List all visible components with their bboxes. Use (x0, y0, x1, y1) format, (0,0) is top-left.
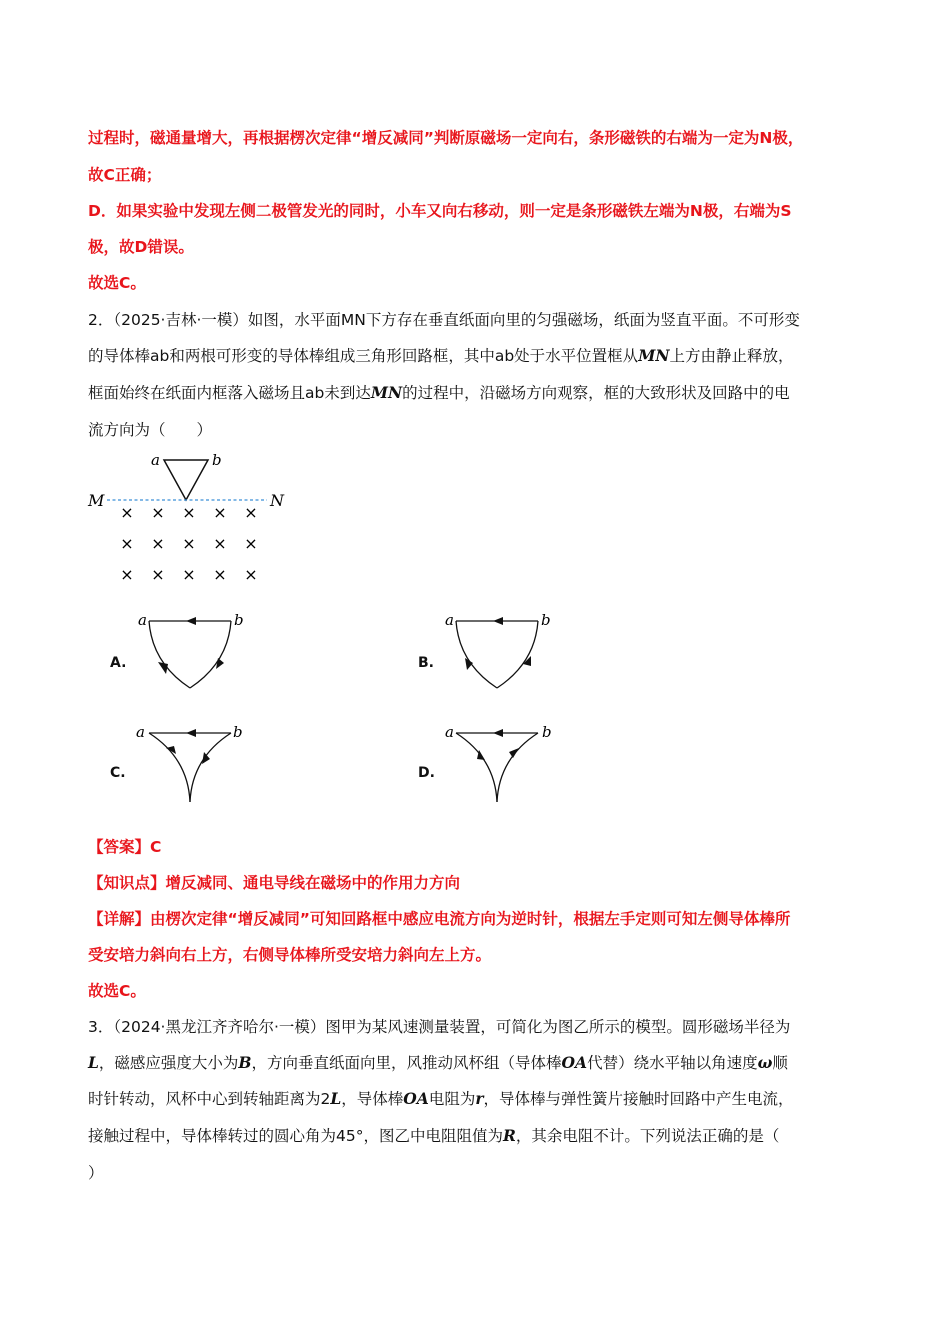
option-label-a: a (138, 611, 147, 629)
explanation-line: 过程时，磁通量增大，再根据楞次定律“增反减同”判断原磁场一定向右，条形磁铁的右端为一定为N极， (88, 129, 804, 147)
question-3-text: 3．（2024·黑龙江齐齐哈尔·一模）图甲为某风速测量装置，可简化为图乙所示的模型。圆形磁场半径为 (88, 1018, 791, 1036)
arrow-icon (202, 752, 210, 764)
field-x-mark: × (182, 534, 196, 553)
option-b-figure[interactable] (437, 608, 557, 698)
field-x-mark: × (244, 565, 258, 584)
option-label-b: b (233, 723, 243, 741)
arrow-icon (158, 662, 168, 674)
right-rod (497, 733, 538, 802)
option-b-label[interactable]: B. (418, 655, 434, 671)
question-3-text: L，磁感应强度大小为B，方向垂直纸面向里，风推动风杯组（导体棒OA代替）绕水平轴以角速度ω顺 (88, 1053, 788, 1072)
field-x-mark: × (151, 534, 165, 553)
arrow-icon (493, 729, 503, 737)
field-x-mark: × (120, 503, 134, 522)
option-label-a: a (445, 611, 454, 629)
left-rod (456, 621, 497, 688)
arrow-icon (186, 729, 196, 737)
detail-explanation: 受安培力斜向右上方，右侧导体棒所受安培力斜向左上方。 (88, 946, 492, 964)
field-x-mark: × (213, 534, 227, 553)
option-a-figure[interactable] (130, 608, 250, 698)
question-3-text: 接触过程中，导体棒转过的圆心角为45°，图乙中电阻阻值为R，其余电阻不计。下列说法正确的是（ (88, 1126, 780, 1145)
field-x-mark: × (244, 503, 258, 522)
right-rod (190, 621, 231, 688)
question-2-text: 流方向为（ ） (88, 421, 213, 439)
right-rod (190, 733, 231, 802)
arrow-icon (509, 748, 519, 758)
answer: 【答案】C (88, 838, 162, 856)
question-3-text: 时针转动，风杯中心到转轴距离为2L，导体棒OA电阻为r，导体棒与弹性簧片接触时回路中产生电流， (88, 1089, 794, 1108)
explanation-line: 故C正确； (88, 166, 162, 184)
label-m: M (88, 491, 105, 510)
arrow-icon (493, 617, 503, 625)
option-a-label[interactable]: A. (110, 655, 127, 671)
knowledge-point: 【知识点】增反减同、通电导线在磁场中的作用力方向 (88, 874, 461, 892)
question-3-text: ） (88, 1164, 104, 1182)
detail-explanation: 【详解】由楞次定律“增反减同”可知回路框中感应电流方向为逆时针，根据左手定则可知左侧导体棒所 (88, 910, 791, 928)
field-x-mark: × (151, 503, 165, 522)
field-x-mark: × (213, 565, 227, 584)
explanation-line: D．如果实验中发现左侧二极管发光的同时，小车又向右移动，则一定是条形磁铁左端为N极，右端为S (88, 202, 792, 220)
question-2-figure (80, 445, 290, 590)
field-x-mark: × (120, 534, 134, 553)
left-rod (456, 733, 497, 802)
right-rod (497, 621, 538, 688)
option-c-figure[interactable] (130, 718, 250, 810)
field-x-mark: × (182, 565, 196, 584)
option-label-b: b (234, 611, 244, 629)
option-label-a: a (445, 723, 454, 741)
question-2-text: 的导体棒ab和两根可形变的导体棒组成三角形回路框，其中ab处于水平位置框从MN上方由静止释放， (88, 346, 794, 365)
field-x-mark: × (120, 565, 134, 584)
magnetic-field-marks (120, 503, 257, 584)
option-c-label[interactable]: C. (110, 765, 126, 781)
option-label-a: a (136, 723, 145, 741)
option-d-label[interactable]: D. (418, 765, 435, 781)
option-d-figure[interactable] (437, 718, 557, 810)
left-rod (149, 621, 190, 688)
triangle-frame (164, 460, 208, 500)
conclusion: 故选C。 (88, 982, 146, 1000)
field-x-mark: × (182, 503, 196, 522)
option-label-b: b (542, 723, 552, 741)
label-b: b (212, 451, 222, 469)
option-label-b: b (541, 611, 551, 629)
left-rod (149, 733, 190, 802)
field-x-mark: × (213, 503, 227, 522)
question-2-text: 2．（2025·吉林·一模）如图，水平面MN下方存在垂直纸面向里的匀强磁场，纸面为竖直平面。不可形变 (88, 311, 800, 329)
label-a: a (151, 451, 160, 469)
arrow-icon (186, 617, 196, 625)
explanation-line: 极，故D错误。 (88, 238, 194, 256)
label-n: N (270, 491, 284, 510)
field-x-mark: × (244, 534, 258, 553)
arrow-icon (216, 658, 224, 669)
question-2-text: 框面始终在纸面内框落入磁场且ab未到达MN的过程中，沿磁场方向观察，框的大致形状及回路中的电 (88, 383, 790, 402)
conclusion: 故选C。 (88, 274, 146, 292)
field-x-mark: × (151, 565, 165, 584)
